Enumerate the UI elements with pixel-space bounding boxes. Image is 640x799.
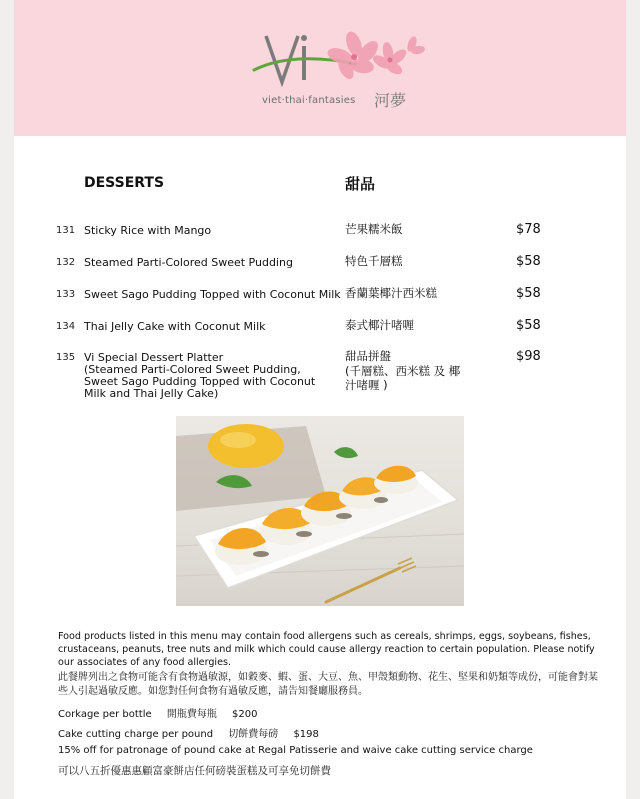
item-number: 135 — [56, 352, 76, 363]
promotion-english: 15% off for patronage of pound cake at Regal Patisserie and waive cake cutting service charge — [58, 745, 533, 756]
item-name-chinese: 泰式椰汁啫喱 — [345, 318, 414, 332]
item-price: $58 — [516, 254, 541, 269]
item-price: $58 — [516, 318, 541, 333]
menu-header — [14, 0, 626, 136]
item-detail-chinese: (千層糕、西米糕 及 椰汁啫喱 ) — [345, 364, 461, 392]
corkage-label-english: Corkage per bottle — [58, 709, 152, 720]
item-name-english: Steamed Parti-Colored Sweet Pudding — [84, 256, 293, 269]
menu-page — [14, 0, 626, 799]
item-number: 133 — [56, 289, 76, 300]
allergen-notice-chinese: 此餐牌列出之食物可能含有食物過敏源，如穀麥、蝦、蛋、大豆、魚、甲殼類動物、花生、堅果和奶類等成份，可能會對某些人引起過敏反應。如您對任何食物有過敏反應，請告知餐廳服務員。 — [58, 672, 598, 697]
item-detail-english: (Steamed Parti-Colored Sweet Pudding, Sweet Sago Pudding Topped with Coconut Milk and Thai Jelly Cake) — [84, 363, 316, 400]
item-number: 134 — [56, 321, 76, 332]
section-title-english: DESSERTS — [84, 175, 165, 191]
item-name-english: Thai Jelly Cake with Coconut Milk — [84, 320, 266, 333]
item-name-english: Sticky Rice with Mango — [84, 224, 212, 237]
sticky-rice-with-mango-photo — [176, 416, 464, 606]
item-price: $58 — [516, 286, 541, 301]
brand-logo — [236, 24, 436, 116]
corkage-fee — [58, 705, 270, 720]
cake-cutting-label-english: Cake cutting charge per pound — [58, 729, 214, 740]
cake-cutting-label-chinese: 切餅費每磅 — [228, 729, 279, 740]
section-title-chinese: 甜品 — [345, 175, 376, 193]
item-price: $78 — [516, 222, 541, 237]
cake-cutting-fee — [58, 725, 331, 740]
item-price: $98 — [516, 349, 541, 364]
brand-chinese-name: 河夢 — [374, 91, 407, 110]
item-name-english: Vi Special Dessert Platter — [84, 351, 224, 364]
corkage-price: $200 — [232, 709, 258, 720]
item-name-chinese: 特色千層糕 — [345, 254, 403, 268]
item-name-chinese: 甜品拼盤 — [345, 349, 391, 363]
corkage-label-chinese: 開瓶費每瓶 — [166, 709, 217, 720]
brand-tagline: viet·thai·fantasies — [262, 95, 356, 106]
item-number: 132 — [56, 257, 76, 268]
item-name-chinese: 香蘭葉椰汁西米糕 — [345, 286, 437, 300]
item-name-chinese: 芒果糯米飯 — [345, 222, 403, 236]
allergen-notice-english: Food products listed in this menu may contain food allergens such as cereals, shrimps, eggs, soybeans, fishes, crustaceans, peanuts, tree nuts and milk which could cause allergy reaction to certain population. Please notify our associates of any food allergies. — [58, 631, 595, 668]
item-name-english: Sweet Sago Pudding Topped with Coconut Milk — [84, 288, 341, 301]
item-number: 131 — [56, 225, 76, 236]
cake-cutting-price: $198 — [293, 729, 319, 740]
promotion-chinese: 可以八五折優惠惠顧富豪餅店任何磅裝蛋糕及可享免切餅費 — [58, 765, 331, 777]
